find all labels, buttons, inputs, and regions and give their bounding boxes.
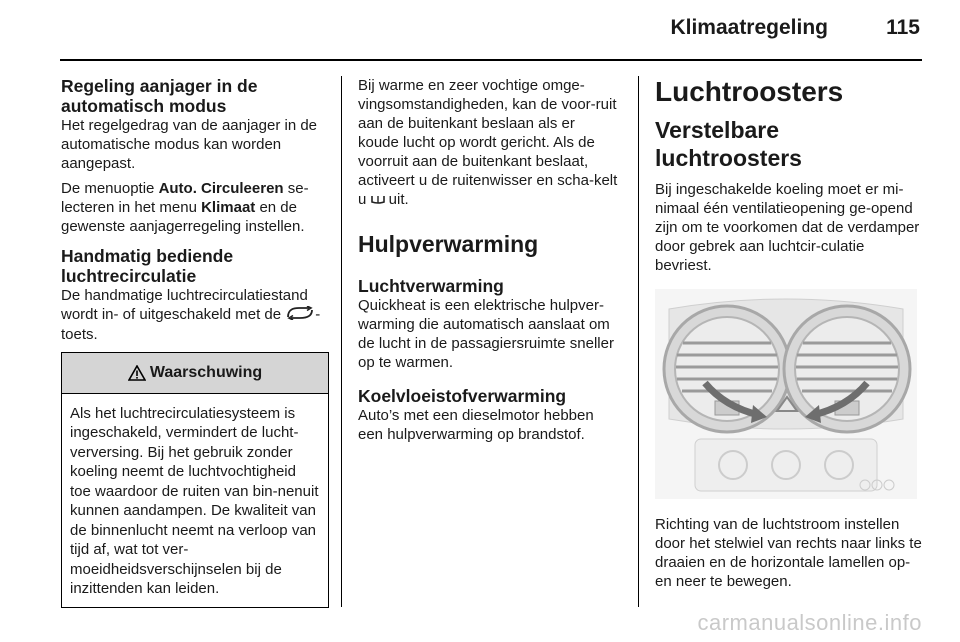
page-header-title: Klimaatregeling xyxy=(670,16,828,39)
paragraph-blower-auto: Het regelgedrag van de aanjager in de automatische modus kan worden aangepast. xyxy=(61,117,318,172)
column-left xyxy=(61,76,329,608)
menu-klimaat: Klimaat xyxy=(201,199,256,216)
heading-verstelbare-luchtroosters: Verstelbare luchtroosters xyxy=(655,117,802,171)
paragraph-windscreen-fog: Bij warme en zeer vochtige omge-vingsomstandigheden, kan de voor-ruit aan de buitenkant beslaan als er koude lucht op wordt gericht. Als de voorruit aan de buitenkant beslaat, activeert u de ruitenwisser en scha-kelt u uit. xyxy=(358,77,618,208)
paragraph-quickheat: Quickheat is een elektrische hulpver-warming die automatisch aanslaat om de lucht in de passagiersruimte sneller op te warmen. xyxy=(358,296,614,371)
heading-luchtverwarming: Luchtverwarming xyxy=(358,275,504,296)
watermark: carmanualsonline.info xyxy=(697,610,922,635)
heading-manual-recirculation: Handmatig bediende luchtrecirculatie xyxy=(61,246,234,286)
warning-box xyxy=(61,352,329,608)
column-right xyxy=(655,76,925,597)
warning-title: Waarschuwing xyxy=(149,363,263,381)
paragraph-ventilation-opening: Bij ingeschakelde koeling moet er mi-nimaal één ventilatieopening ge-opend zijn om te voorkomen dat de verdamper door gebrek aan luchtcir-culatie bevriest. xyxy=(655,181,920,274)
heading-luchtroosters: Luchtroosters xyxy=(655,76,844,107)
paragraph-diesel-heater: Auto’s met een dieselmotor hebben een hulpverwarming op brandstof. xyxy=(358,406,594,443)
page-number: 115 xyxy=(886,16,920,39)
heading-koelvloeistofverwarming: Koelvloeistofverwarming xyxy=(358,385,567,406)
column-middle xyxy=(358,76,618,450)
menu-option-auto-circuleeren: Auto. Circuleeren xyxy=(158,180,284,197)
warning-header xyxy=(62,353,328,394)
column-divider-1 xyxy=(341,76,342,607)
paragraph-manual-recirculation: De handmatige luchtrecirculatiestand wordt in- of uitgeschakeld met de -toets. xyxy=(61,287,321,343)
air-vents-illustration xyxy=(655,289,917,499)
paragraph-airflow-direction: Richting van de luchtstroom instellen door het stelwiel van rechts naar links te draaien en de horizontale lamellen op- en neer te bewegen. xyxy=(655,516,922,590)
recirculation-icon xyxy=(285,306,315,325)
wiper-icon xyxy=(371,191,385,210)
column-divider-2 xyxy=(638,76,639,607)
header-rule xyxy=(60,59,922,61)
warning-text: Als het luchtrecirculatiesysteem is ingeschakeld, vermindert de lucht-verversing. Bij het gebruik zonder koeling neemt de luchtvochtigheid toe waardoor de ruiten van bin-nenuit kunnen aandampen. De kwaliteit van de binnenlucht neemt na verloop van tijd af, wat tot ver-moeidheidsverschijnselen bij de inzittenden kan leiden. xyxy=(70,404,319,598)
heading-blower-auto: Regeling aanjager in de automatisch modus xyxy=(61,76,258,116)
heading-hulpverwarming: Hulpverwarming xyxy=(358,230,539,257)
paragraph-menu-option: De menuoptie Auto. Circuleeren se-lecteren in het menu Klimaat en de gewenste aanjagerregeling instellen. xyxy=(61,180,309,235)
warning-triangle-icon xyxy=(128,365,146,381)
